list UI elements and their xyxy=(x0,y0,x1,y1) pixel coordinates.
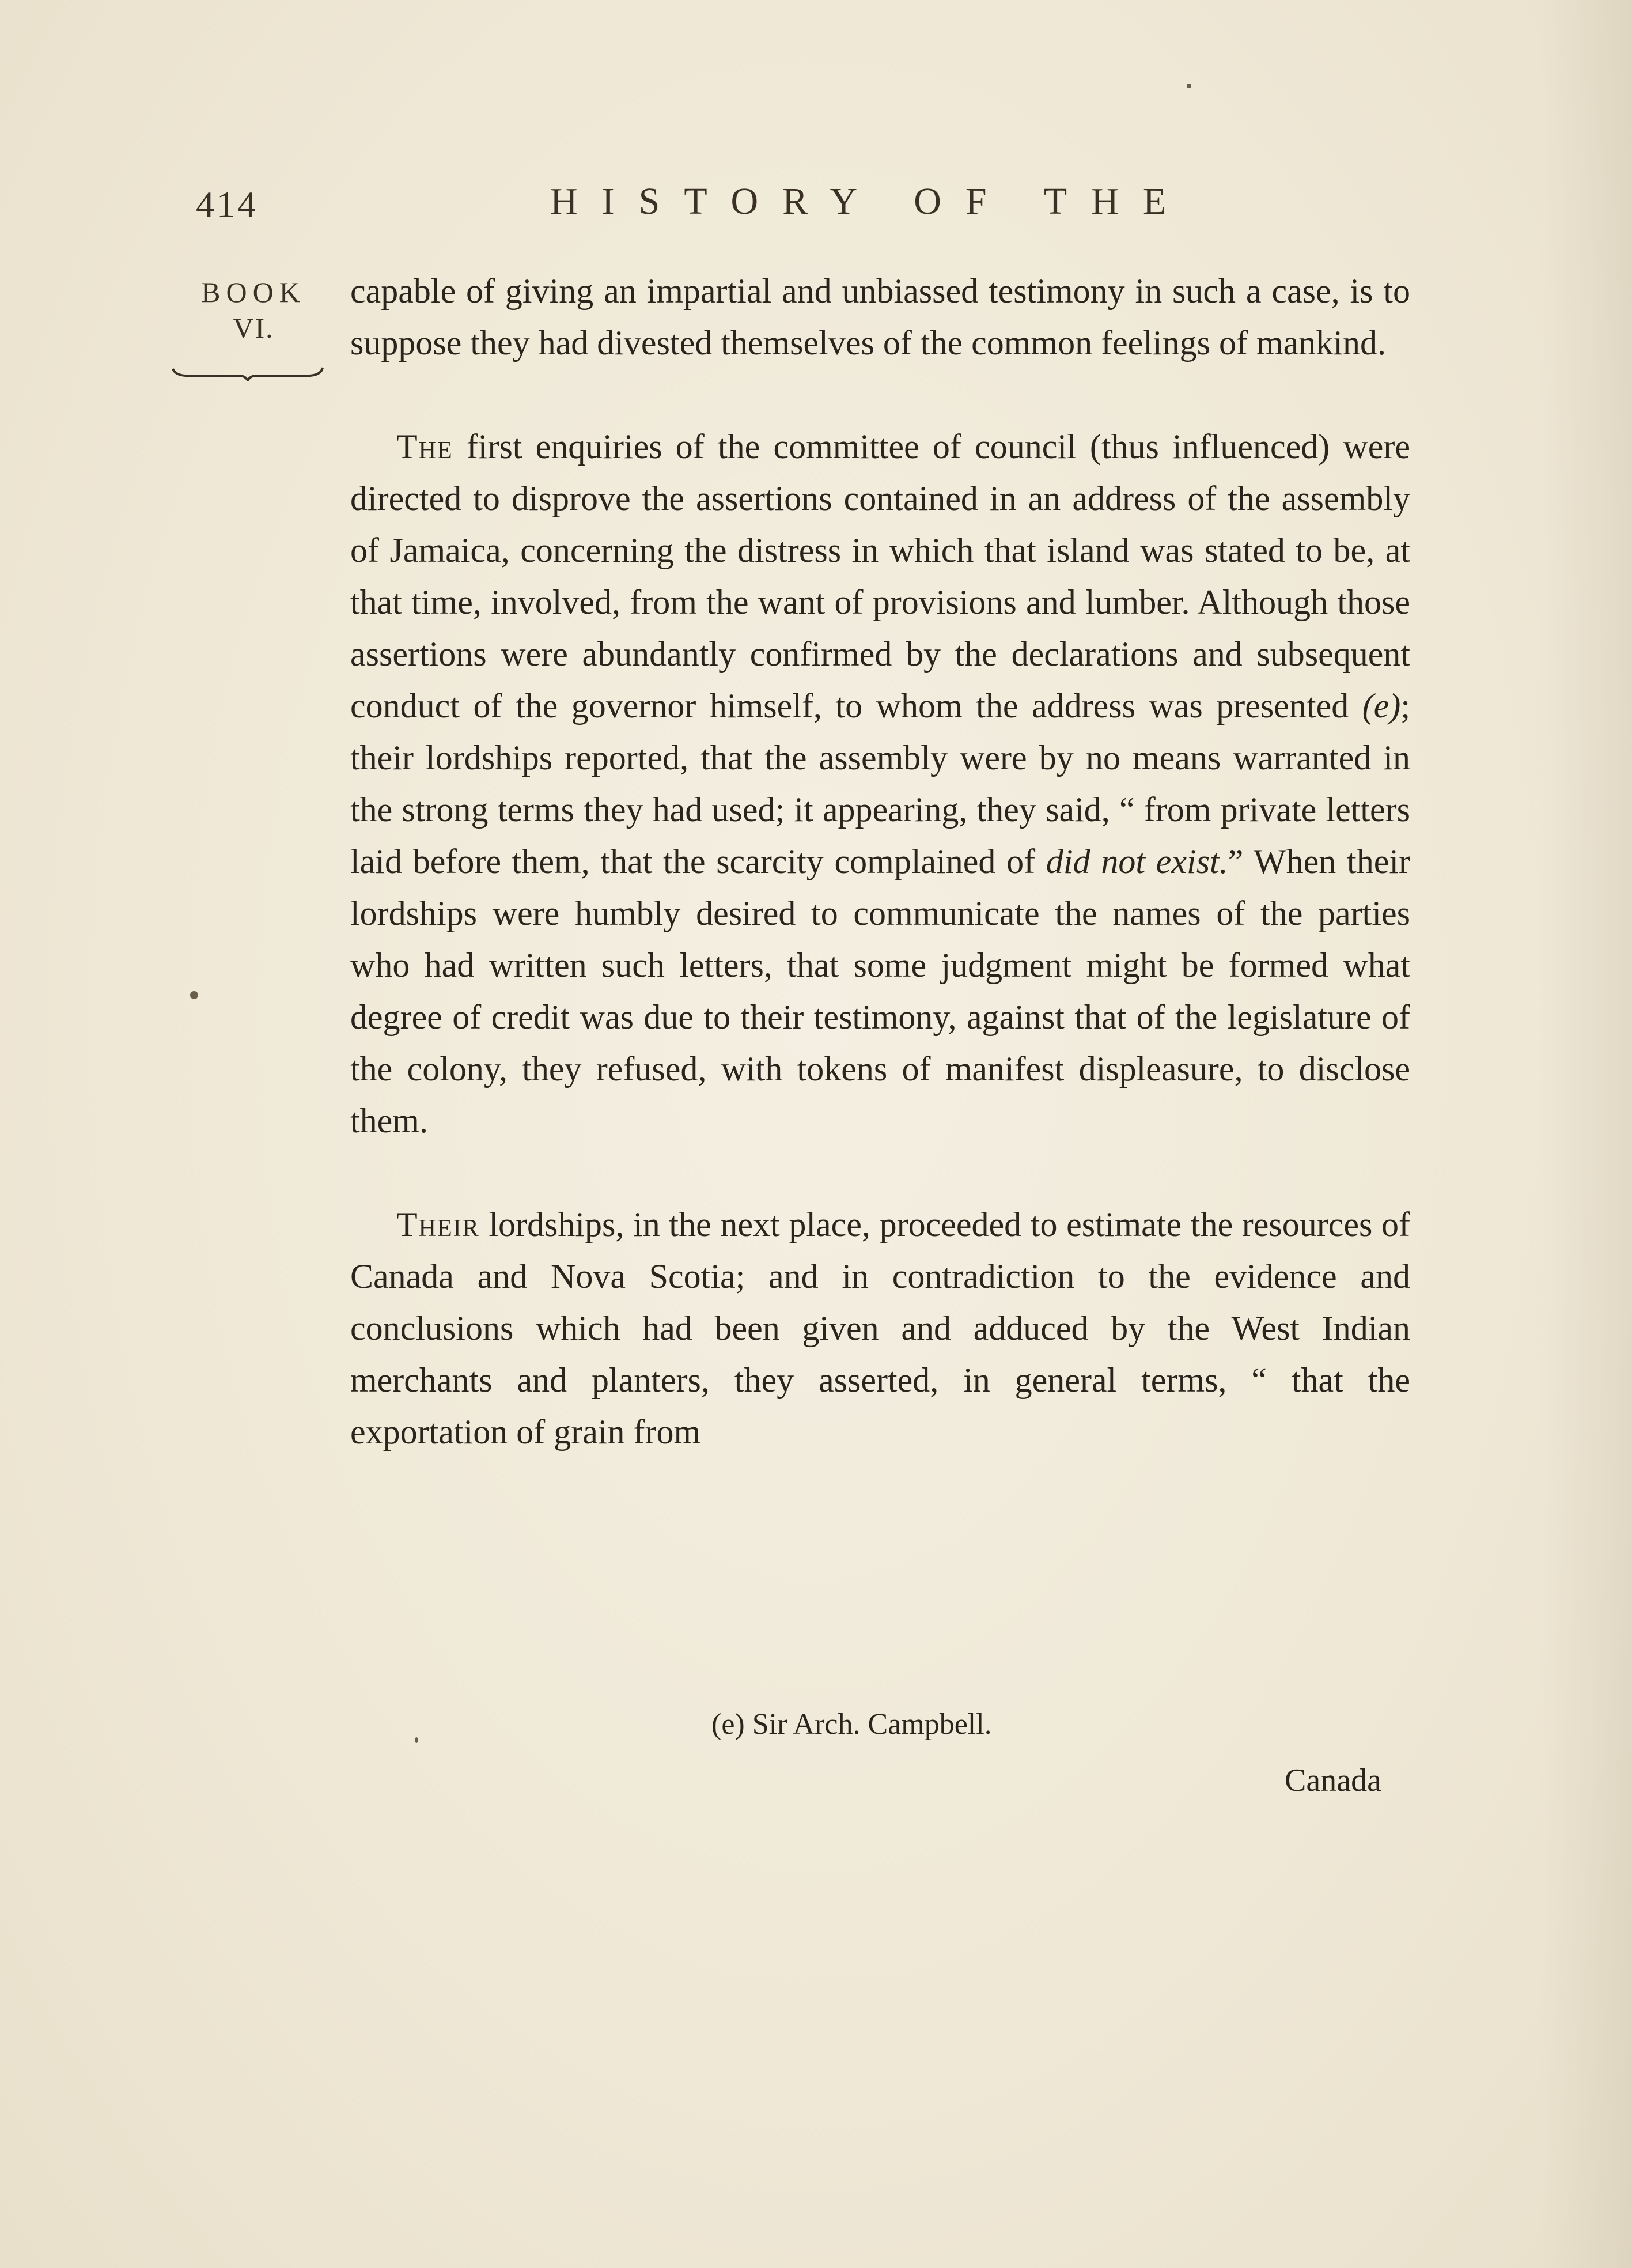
main-text xyxy=(350,265,1410,1458)
paragraph-3-text: lordships, in the next place, proceeded to estimate the resources of Canada and Nova Scotia; and in contradiction to the evidence and conclusions which had been given and adduced by the West Indian merchants and planters, they asserted, in general terms, “ that the exportation of grain from xyxy=(350,1205,1410,1451)
brace-ornament xyxy=(170,364,325,381)
paper-speck xyxy=(415,1737,418,1743)
page-gutter-shadow xyxy=(1540,0,1632,2268)
paragraph-3-lead: Their xyxy=(396,1205,480,1243)
paragraph-1: capable of giving an impartial and unbiassed testimony in such a case, is to suppose they had divested themselves of the common feelings of mankind. xyxy=(350,272,1410,362)
side-note xyxy=(173,274,334,346)
paragraph-2 xyxy=(350,421,1410,1147)
catchword: Canada xyxy=(1285,1763,1381,1798)
side-note-book: BOOK xyxy=(201,276,306,308)
paper-speck xyxy=(1187,84,1191,88)
running-head: HISTORY OF THE xyxy=(550,180,1191,222)
paragraph-2-text-a: first enquiries of the committee of council (thus influenced) were directed to disprove the assertions contained in an address of the assembly of Jamaica, concerning the distress in which that island was stated to be, at that time, involved, from the want of provisions and lumber. Although those assertions were abundantly confirmed by the declarations and subsequent conduct of the governor himself, to whom the address was presented xyxy=(350,428,1410,725)
footnote-reference: (e) xyxy=(1362,687,1401,725)
paragraph-2-text-c: ” When their lordships were humbly desired to communicate the names of the parties who had written such letters, that some judgment might be formed what degree of credit was due to their testimony, against that of the legislature of the colony, they refused, with tokens of manifest displeasure, to disclose them. xyxy=(350,842,1411,1140)
footnote: (e) Sir Arch. Campbell. xyxy=(711,1708,992,1741)
paragraph-2-italic: did not exist. xyxy=(1046,842,1228,880)
paragraph-2-text-b: ; their lordships reported, that the assembly were by no means warranted in the strong terms they had used; it appearing, they said, “ from private letters laid before them, that the scarcity complained of xyxy=(350,687,1410,880)
paragraph-2-lead: The xyxy=(396,428,453,466)
paragraph-3 xyxy=(350,1199,1410,1458)
side-note-volume: VI. xyxy=(233,312,274,344)
paper-speck xyxy=(190,991,198,999)
page-number: 414 xyxy=(196,184,258,225)
